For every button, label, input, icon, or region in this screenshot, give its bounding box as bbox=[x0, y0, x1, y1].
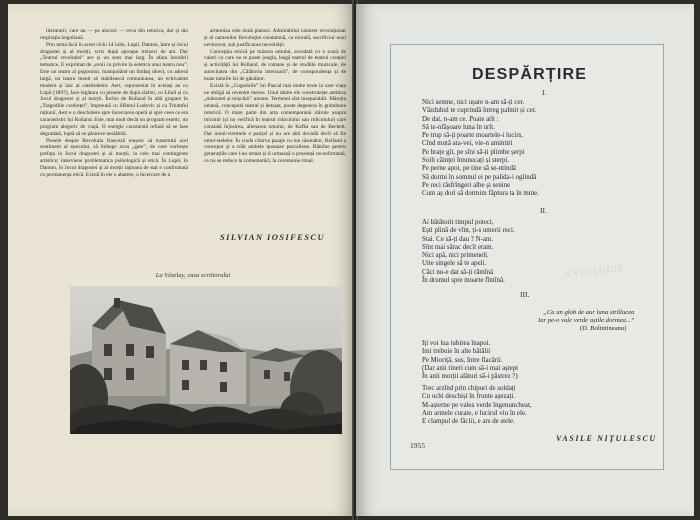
verse-line: Iți voi lua iubirea înapoi. bbox=[422, 340, 491, 347]
verse-line: Uite singele să te apeli. bbox=[422, 260, 487, 268]
paragraph: literaturii, care au — pe alocuri — ceva din retorica, dar și din respirația hugoliană. bbox=[40, 28, 188, 41]
article-column-left bbox=[40, 28, 188, 264]
verse-line: Pe brațe gît, pe sîni să-ți plimbe șerpi bbox=[422, 148, 525, 156]
verse-line: Să te-nfășoare luna în urît. bbox=[422, 123, 495, 131]
verse-line: Văzduhul te cuprindă întreg palmit și cer. bbox=[422, 107, 537, 115]
paragraph: Concepția eroică pe măsura omului, acordată cu o scară de valori cu care nu te poate jongla, leagă teatrul de teatrul creației și activității lui Rolland, de romane și de studiile muzicale, de autocitatea din „Călătoria interioară”, de corespondența și de toate laturile lui de gânditor. bbox=[204, 48, 346, 82]
section-numeral: III. bbox=[520, 290, 530, 299]
verse-line: În drumul spre moarte fîntînă. bbox=[422, 277, 505, 285]
house-photo-image bbox=[70, 286, 342, 434]
verse-line: Căci nu-e dat să-ți rămînă bbox=[422, 268, 494, 276]
verse-line: De dat, n-am ce. Poate atît : bbox=[422, 115, 499, 123]
verse-line: M-așterne pe valea verde îngenuncheat, bbox=[422, 401, 532, 409]
verse-line: Sînt mai sărac decît eram. bbox=[422, 243, 494, 251]
verse-line: Să dormi în somnul ei pe palida-i oglindă bbox=[422, 173, 537, 181]
stanza-3a bbox=[422, 340, 518, 381]
section-numeral: I. bbox=[542, 88, 547, 97]
right-page bbox=[356, 4, 694, 516]
verse-line: Trec arzînd prin chipuri de soldați bbox=[422, 385, 516, 392]
verse-line: Nici apă, nici primeneli. bbox=[422, 252, 489, 260]
poem-title: DESPĂRȚIRE bbox=[472, 66, 588, 83]
verse-line: Cînd mută ata-vei, vie-n amintiri bbox=[422, 140, 513, 148]
epigraph bbox=[538, 309, 634, 333]
section-numeral: II. bbox=[540, 206, 547, 215]
epigraph-line: „Ca un glob de aur luna strălucea bbox=[543, 309, 635, 316]
left-page bbox=[8, 4, 354, 516]
epigraph-author: (D. Bolintineanu) bbox=[579, 325, 627, 332]
epigraph-line: Iar pe-o vale verde oștile dormea...” bbox=[538, 317, 635, 324]
paragraph: armoniza cele două planuri. Admirabilul caracter revoluționar și al oamenilor Revoluției condamnă, ca morală, sacrificiul unui nevinovat, sub justificarea necesității. bbox=[204, 28, 346, 48]
verse-line: Pe Mioriță, sus, între flacării. bbox=[422, 356, 503, 364]
photo-caption: La Vézelay, casa scriitorului bbox=[155, 272, 231, 279]
house-photo bbox=[70, 286, 342, 434]
verse-line: Soili căinței întunecați și sterpi. bbox=[422, 157, 510, 165]
verse-line: Pe reci răsfrîngeri albe și senine bbox=[422, 181, 511, 189]
verse-line: (Dar anii tineri cum să-i mai aștept bbox=[422, 364, 519, 372]
paragraph: Prin tema încă în acest ciclu 14 iulie, Lupii, Danton, între și Jocul dragostei și al morții, scris după aproape treizeci de ani. Dar „Teatrul revoluției” are și un sens mai larg. În afara înrudirii tematice, E exprimat de „eroii cu privire la estetica unui teatru nou”. Este un teatru al poporului, manipulând un limbaj direct, cu adresă largă, un teatru menit să stabilească comuniunea, un echivalent modern și laic al catedralelor. Aert, reprezentat în același an cu Lupii (1897), face legătura cu piesele de după război, cu Lilull și cu Jocul dragostei și al morții. Închis de Rolland în altă grupare în „Tragedille credinței”, împreună cu Sfântul Ludovic și cu Triumful rațiunii, Aert e o deschidere spre încercarea operă și spre ceea ce era caracteristic lui Rolland. Este, mai mult decât un program estetic, un program alegoric de viață. O energie constientă refuză să se lase degradată, luptă să se păstreze neslăbită. bbox=[40, 41, 188, 137]
verse-line: Cum aș dori să dormim făptura ta în mine. bbox=[422, 190, 539, 198]
verse-line: Nici semne, nici ușare n-am să-ți cer. bbox=[422, 99, 525, 106]
verse-line: Ești plină de vînt, ți-s umerii reci. bbox=[422, 227, 515, 235]
verse-line: În anii morții alături să-i păstrez ?) bbox=[422, 373, 518, 381]
faded-stamp: ANTOLOGIE bbox=[563, 262, 626, 280]
verse-line: Am armele curate, e lucirul viu în ele. bbox=[422, 409, 527, 417]
verse-line: Ai bătătorit timpul poteci, bbox=[422, 219, 494, 226]
stanza-3b bbox=[422, 385, 532, 426]
article-column-right bbox=[204, 28, 346, 218]
stanza-1 bbox=[422, 99, 539, 199]
verse-line: Pe perne apoi, pe tine să se-ntindă bbox=[422, 165, 516, 173]
verse-line: Imi trebuie în alte bătălii bbox=[422, 348, 491, 356]
paragraph: Există în „Cugetările” lui Pascal mai multe texte la care viața ne obligă să revenim mereu. Unul dintre ele construiește antiteza „măruntei și mișcării” umane. Termenii sînt inseparabili. Măreția umană, concepută teatral și detașat, poate degenera în grandoare retorică. O mare parte din arta contemporană stăruie asupra micimii (și nu verifică în teatrul ridicolului sau ridiculului) care constată înjosirea, alienarea omului, de Kafka sau de Beckett. Dar omul-viermele e parțial și nu are altă dovadă decît să fie omul-stelelor. În ciuda citorva pasaje cu ton răsunător, Rolland a conceput și a trăit ambele ipostaze pascaliene. Rămîne pentru generațiile care l-au urmat și il urmează o prezență reconfortantă, ce nu se reduce la comemorări, la ceremonie ritual. bbox=[204, 82, 346, 165]
stanza-2 bbox=[422, 219, 515, 285]
article-signature: SILVIAN IOSIFESCU bbox=[220, 232, 325, 242]
poem-year: 1955 bbox=[410, 441, 425, 450]
verse-line: Pe trup să-ți poarte moartele-i lucirs, bbox=[422, 132, 524, 140]
paragraph: Piesele despre Revoluția franceză reușesc să transmită acel sentiment al epocului, să îmbege acea „gate”, de care vorbește prefața la Jocul dragostei și al morții, la cele mai contingente artistice; interviene problematica psihologică și etică. În Lupii, în Danton, în Jocul dragostei și al morții rațiunea de stat e confruntată cu permanența etică. Există în ele o abatere, o încercare de a bbox=[40, 137, 188, 178]
verse-line: Stai. Ce să-ți dau ? N-am. bbox=[422, 235, 493, 243]
verse-line: E clampul de făclii, e ars de stele. bbox=[422, 418, 515, 426]
verse-line: Cu ochi deschiși în frunte așezați. bbox=[422, 393, 515, 401]
poem-author: VASILE NIȚULESCU bbox=[556, 434, 657, 443]
